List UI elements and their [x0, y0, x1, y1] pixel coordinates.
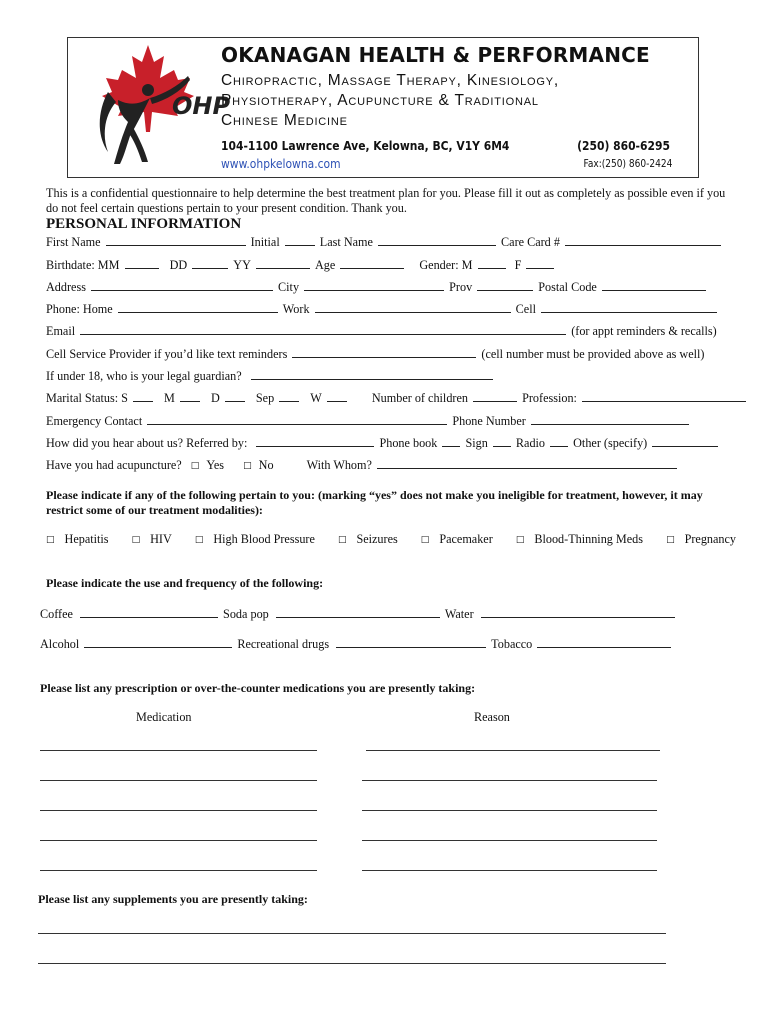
medication-line[interactable] — [40, 870, 317, 871]
work-phone-label: Work — [282, 302, 310, 316]
cell-provider-field[interactable] — [292, 346, 476, 358]
condition-label: High Blood Pressure — [213, 532, 315, 546]
emergency-phone-label: Phone Number — [452, 414, 526, 428]
frequency-row-2 — [40, 636, 673, 652]
radio-label: Radio — [515, 436, 546, 450]
marital-row — [46, 390, 748, 406]
acupuncture-label: Have you had acupuncture? — [46, 458, 182, 472]
birth-day-label: DD — [169, 258, 188, 272]
emergency-row — [46, 413, 691, 429]
medication-column-header: Medication — [136, 710, 192, 724]
other-specify-field[interactable] — [652, 435, 718, 447]
clinic-phone: (250) 860-6295 — [577, 138, 670, 153]
ohp-logo — [78, 40, 231, 168]
care-card-field[interactable] — [565, 234, 721, 246]
medication-line[interactable] — [40, 780, 317, 781]
address-label: Address — [46, 280, 86, 294]
supplements-line[interactable] — [38, 963, 666, 964]
coffee-field[interactable] — [80, 606, 218, 618]
supplements-line[interactable] — [38, 933, 666, 934]
condition-label: Pregnancy — [684, 532, 737, 546]
emergency-contact-field[interactable] — [147, 413, 447, 425]
services-line: Chiropractic, Massage Therapy, Kinesiology, — [221, 72, 559, 89]
alcohol-label: Alcohol — [40, 637, 80, 651]
checkbox-icon: □ — [337, 535, 347, 545]
phone-book-label: Phone book — [379, 436, 438, 450]
tobacco-label: Tobacco — [491, 637, 533, 651]
cell-provider-note: (cell number must be provided above as well) — [481, 347, 705, 361]
initial-label: Initial — [250, 235, 280, 249]
emergency-contact-label: Emergency Contact — [46, 414, 143, 428]
last-name-label: Last Name — [319, 235, 373, 249]
email-field[interactable] — [80, 323, 566, 335]
tobacco-field[interactable] — [537, 636, 671, 648]
checkbox-icon: □ — [194, 535, 204, 545]
conditions-prompt: Please indicate if any of the following pertain to you: (marking “yes” does not make you ineligible for treatment, however, it may restrict some of our treatment modalities): — [46, 488, 703, 517]
condition-hiv[interactable] — [132, 532, 182, 546]
reason-column-header: Reason — [474, 710, 510, 724]
reason-line[interactable] — [362, 780, 657, 781]
phone-row — [46, 301, 719, 317]
radio-field[interactable] — [550, 435, 568, 447]
medication-line[interactable] — [40, 810, 317, 811]
acupuncture-no-checkbox[interactable]: □ — [243, 461, 252, 471]
condition-label: Blood-Thinning Meds — [534, 532, 644, 546]
children-field[interactable] — [473, 390, 517, 402]
birth-year-label: YY — [233, 258, 251, 272]
checkbox-icon: □ — [46, 535, 55, 545]
acupuncture-row — [46, 457, 679, 475]
gender-m-field[interactable] — [478, 257, 506, 269]
gender-m-label: Gender: M — [419, 258, 473, 272]
home-phone-field[interactable] — [118, 301, 278, 313]
profession-label: Profession: — [522, 391, 577, 405]
age-field[interactable] — [340, 257, 404, 269]
clinic-name: OKANAGAN HEALTH & PERFORMANCE — [221, 43, 650, 67]
sign-label: Sign — [465, 436, 488, 450]
alcohol-field[interactable] — [84, 636, 232, 648]
checkbox-icon: □ — [515, 535, 525, 545]
phone-book-field[interactable] — [442, 435, 460, 447]
first-name-field[interactable] — [106, 234, 246, 246]
services-line: Chinese Medicine — [221, 112, 348, 129]
reason-line[interactable] — [366, 750, 660, 751]
services-line: Physiotherapy, Acupuncture & Traditional — [221, 92, 539, 109]
condition-label: Seizures — [356, 532, 398, 546]
birth-day-field[interactable] — [192, 257, 228, 269]
cell-provider-label: Cell Service Provider if you’d like text reminders — [46, 347, 288, 361]
checkbox-icon: □ — [131, 535, 141, 545]
medication-line[interactable] — [40, 750, 317, 751]
reason-line[interactable] — [362, 870, 657, 871]
condition-high-blood-pressure[interactable] — [195, 532, 325, 546]
prov-field[interactable] — [477, 279, 533, 291]
city-label: City — [278, 280, 300, 294]
marital-w-field[interactable] — [327, 390, 347, 402]
sign-field[interactable] — [493, 435, 511, 447]
email-note: (for appt reminders & recalls) — [571, 324, 717, 338]
frequency-prompt: Please indicate the use and frequency of the following: — [46, 576, 324, 590]
cell-phone-label: Cell — [515, 302, 536, 316]
marital-m-label: M — [164, 391, 175, 405]
guardian-row — [46, 368, 495, 384]
services-list — [221, 71, 559, 131]
address-row — [46, 279, 708, 295]
prov-label: Prov — [449, 280, 473, 294]
care-card-label: Care Card # — [501, 235, 560, 249]
intro-text: This is a confidential questionnaire to help determine the best treatment plan for you. Please fill it out as completely as possible even if you do not feel certain questions pertain to your present condition. Thank you. — [46, 186, 726, 215]
logo-wordmark: OHP — [172, 92, 231, 120]
medication-line[interactable] — [40, 840, 317, 841]
age-label: Age — [314, 258, 336, 272]
birthdate-row — [46, 257, 556, 273]
marital-w-label: W — [310, 391, 322, 405]
marital-m-field[interactable] — [180, 390, 200, 402]
clinic-address: 104-1100 Lawrence Ave, Kelowna, BC, V1Y 6M4 — [221, 138, 510, 153]
other-specify-label: Other (specify) — [573, 436, 648, 450]
children-label: Number of children — [371, 391, 468, 405]
athlete-figure-icon — [100, 92, 116, 152]
marital-sep-field[interactable] — [279, 390, 299, 402]
checkbox-icon: □ — [420, 535, 430, 545]
condition-pacemaker[interactable] — [421, 532, 503, 546]
medications-prompt: Please list any prescription or over-the-counter medications you are presently taking: — [40, 681, 476, 695]
condition-label: Hepatitis — [64, 532, 109, 546]
conditions-list — [46, 532, 756, 547]
postal-code-label: Postal Code — [538, 280, 597, 294]
birth-month-field[interactable] — [125, 257, 159, 269]
postal-code-field[interactable] — [602, 279, 706, 291]
profession-field[interactable] — [582, 390, 746, 402]
referred-by-label: How did you hear about us? Referred by: — [46, 436, 248, 450]
city-field[interactable] — [304, 279, 444, 291]
referral-row — [46, 435, 720, 451]
email-row — [46, 323, 717, 339]
section-title: PERSONAL INFORMATION — [46, 216, 242, 232]
condition-hepatitis[interactable] — [46, 532, 119, 546]
condition-seizures[interactable] — [338, 532, 408, 546]
address-field[interactable] — [91, 279, 273, 291]
last-name-field[interactable] — [378, 234, 496, 246]
marital-s-label: Marital Status: S — [46, 391, 128, 405]
coffee-label: Coffee — [40, 607, 73, 621]
gender-f-label: F — [514, 258, 522, 272]
first-name-label: First Name — [46, 235, 101, 249]
marital-s-field[interactable] — [133, 390, 153, 402]
with-whom-field[interactable] — [377, 457, 677, 469]
acupuncture-no-label: No — [258, 458, 274, 472]
condition-label: Pacemaker — [439, 532, 493, 546]
marital-d-field[interactable] — [225, 390, 245, 402]
with-whom-label: With Whom? — [306, 458, 372, 472]
water-label: Water — [444, 607, 474, 621]
guardian-label: If under 18, who is your legal guardian? — [46, 369, 242, 383]
soda-pop-label: Soda pop — [223, 607, 269, 621]
emergency-phone-field[interactable] — [531, 413, 689, 425]
checkbox-icon: □ — [666, 535, 675, 545]
home-phone-label: Phone: Home — [46, 302, 113, 316]
website-link[interactable]: www.ohpkelowna.com — [221, 156, 341, 171]
email-label: Email — [46, 324, 76, 338]
referred-by-field[interactable] — [256, 435, 374, 447]
reason-line[interactable] — [362, 810, 657, 811]
birth-month-label: Birthdate: MM — [46, 258, 120, 272]
recreational-drugs-field[interactable] — [336, 636, 486, 648]
acupuncture-yes-label: Yes — [206, 458, 225, 472]
guardian-field[interactable] — [251, 368, 493, 380]
reason-line[interactable] — [362, 840, 657, 841]
acupuncture-yes-checkbox[interactable]: □ — [190, 461, 200, 471]
soda-pop-field[interactable] — [276, 606, 440, 618]
recreational-drugs-label: Recreational drugs — [237, 637, 330, 651]
gender-f-field[interactable] — [526, 257, 554, 269]
water-field[interactable] — [481, 606, 675, 618]
clinic-fax: Fax:(250) 860-2424 — [583, 158, 672, 170]
condition-label: HIV — [150, 532, 172, 546]
birth-year-field[interactable] — [256, 257, 310, 269]
work-phone-field[interactable] — [315, 301, 511, 313]
marital-sep-label: Sep — [255, 391, 275, 405]
supplements-prompt: Please list any supplements you are presently taking: — [38, 892, 308, 906]
name-row — [46, 234, 723, 250]
marital-d-label: D — [210, 391, 220, 405]
cell-provider-row — [46, 346, 704, 362]
cell-phone-field[interactable] — [541, 301, 717, 313]
initial-field[interactable] — [285, 234, 315, 246]
condition-pregnancy[interactable] — [666, 532, 746, 546]
condition-blood-thinning-meds[interactable] — [516, 532, 653, 546]
frequency-row-1 — [40, 606, 677, 622]
